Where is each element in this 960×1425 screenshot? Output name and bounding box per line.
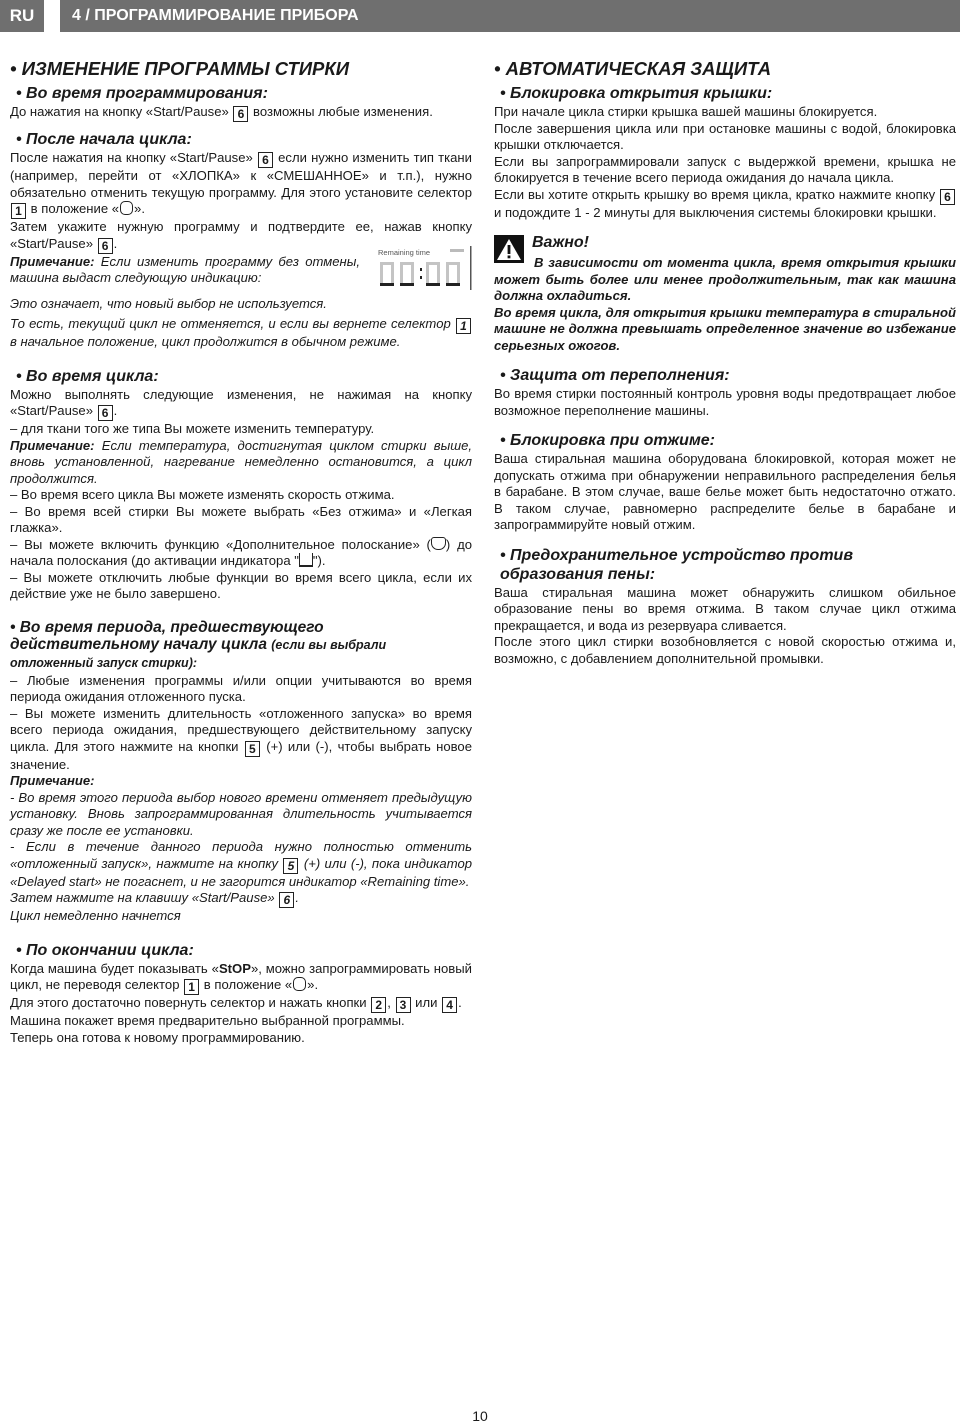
- subheading-foam-protection: • Предохранительное устройство против образования пены:: [500, 546, 853, 583]
- key-6: 6: [233, 106, 248, 122]
- paragraph-after-start: После нажатия на кнопку «Start/Pause» 6 если нужно изменить тип ткани (например, перейти от «ХЛОПКА» к «СМЕШАННОЕ» и т.п.), нужно обязательно отменить текущую программу. Для этого установите селектор 1 в положение « ».: [10, 150, 472, 218]
- paragraph-spin-lock: Ваша стиральная машина оборудована блокировкой, которая может не допускать отжима при обнаружении неправильного распределения белья в барабане. В этом случае, ваше белье может быть недостаточно отжато. В таком случае, равномерно распределите белье в барабане и запрограммируйте новый отжим.: [494, 451, 956, 532]
- key-4: 4: [442, 997, 457, 1013]
- important-title: Важно!: [532, 234, 589, 251]
- section-heading-auto-protection: • АВТОМАТИЧЕСКАЯ ЗАЩИТА: [494, 58, 772, 79]
- key-1: 1: [184, 979, 199, 995]
- note-delay-new-time: - Во время этого периода выбор нового времени отменяет предыдущую установку. Вновь запрограммированная длительность учитывается сразу же после ее установки.: [10, 789, 472, 838]
- key-6: 6: [98, 238, 113, 254]
- paragraph-foam-1: Ваша стиральная машина может обнаружить слишком обильное образование пены во время отжима. В таком случае цикл отжима прекращается, и вода из резервуара сливается.: [494, 584, 956, 633]
- key-1: 1: [11, 203, 26, 219]
- note-delay-cancel: - Если в течение данного периода нужно полностью отменить «отложенный запуск», нажмите на кнопку 5 (+) или (-), пока индикатор «Delayed start» не погаснет, и не загорится индикатор «Remaining time».: [10, 839, 473, 889]
- key-1: 1: [456, 318, 471, 334]
- subheading-during-programming: • Во время программирования:: [16, 85, 268, 102]
- paragraph-end-buttons: Для этого достаточно повернуть селектор и нажать кнопки 2 , 3 или 4 .: [10, 995, 462, 1012]
- subheading-end-cycle: • По окончании цикла:: [16, 941, 194, 959]
- important-text-2: Во время цикла, для открытия крышки температура в стиральной машине не должна превышать определенное значение во избежание серьезных ожогов.: [494, 304, 956, 353]
- note-delay-press-start: Затем нажмите на клавишу «Start/Pause» 6 .: [10, 890, 299, 907]
- paragraph-end-time: Машина покажет время предварительно выбранной программы.: [10, 1013, 405, 1028]
- right-column: [494, 58, 956, 667]
- paragraph-cycle-disable: – Вы можете отключить любые функции во время всего цикла, если их действие уже не было завершено.: [10, 569, 472, 601]
- key-6: 6: [258, 152, 273, 168]
- paragraph-lid-1: При начале цикла стирки крышка вашей машины блокируется.: [494, 104, 878, 119]
- warning-icon: [494, 235, 524, 263]
- paragraph-foam-2: После этого цикл стирки возобновляется с новой скоростью отжима и, возможно, с добавлением дополнительной промывки.: [494, 634, 956, 666]
- paragraph-not-used: Это означает, что новый выбор не используется.: [10, 295, 327, 311]
- note-temperature: Примечание: Если температура, достигнутая циклом стирки выше, вновь установленной, нагревание немедленно остановится, а цикл продолжится.: [10, 437, 473, 486]
- paragraph-lid-3: Если вы запрограммировали запуск с выдержкой времени, крышка не блокируется в течение всего периода ожидания до начала цикла.: [494, 153, 956, 185]
- key-5: 5: [245, 741, 260, 757]
- language-badge: RU: [0, 0, 44, 32]
- key-6: 6: [940, 189, 955, 205]
- remaining-time-display-icon: [376, 246, 476, 294]
- paragraph-end-ready: Теперь она готова к новому программированию.: [10, 1029, 305, 1045]
- paragraph-cycle-continues: То есть, текущий цикл не отменяется, и если вы вернете селектор 1 в начальное положение, цикл продолжится в обычном режиме.: [10, 316, 472, 351]
- key-6: 6: [98, 405, 113, 421]
- paragraph-before-options: – Любые изменения программы и/или опции учитываются во время периода ожидания отложенного пуска.: [10, 672, 472, 704]
- off-position-icon: [293, 977, 306, 991]
- note-program-change: Примечание: Если изменить программу без отмены, машина выдаст следующую индикацию:: [10, 253, 360, 285]
- extra-rinse-icon: [431, 537, 446, 550]
- subheading-overflow: • Защита от переполнения:: [500, 367, 730, 384]
- paragraph-lid-4: Если вы хотите открыть крышку во время цикла, кратко нажмите кнопку 6 и подождите 1 - 2 минуты для выключения системы блокировки крышки.: [494, 187, 956, 222]
- subheading-before-start: • Во время периода, предшествующего действительному началу цикла (если вы выбрали отложенный запуск стирки):: [10, 618, 387, 670]
- paragraph-lid-2: После завершения цикла или при остановке машины с водой, блокировка крышки отключается.: [494, 120, 956, 152]
- subheading-during-cycle: • Во время цикла:: [16, 367, 159, 385]
- section-heading-change-program: • ИЗМЕНЕНИЕ ПРОГРАММЫ СТИРКИ: [10, 58, 350, 79]
- paragraph-during-programming: До нажатия на кнопку «Start/Pause» 6 возможны любые изменения.: [10, 104, 433, 121]
- paragraph-end-stop: Когда машина будет показывать «StOP», можно запрограммировать новый цикл, не переводя селектор 1 в положение « ».: [10, 960, 472, 994]
- subheading-spin-lock: • Блокировка при отжиме:: [500, 432, 715, 449]
- key-6: 6: [279, 892, 294, 908]
- paragraph-overflow: Во время стирки постоянный контроль уровня воды предотвращает любое возможное переполнение машины.: [494, 386, 956, 418]
- left-column: [10, 58, 472, 1046]
- paragraph-cycle-extra-rinse: – Вы можете включить функцию «Дополнительное полоскание» ( ) до начала полоскания (до активации индикатора " ").: [10, 536, 473, 568]
- paragraph-cycle-spin-speed: – Во время всего цикла Вы можете изменять скорость отжима.: [10, 487, 395, 502]
- note-label-delay: Примечание:: [10, 773, 95, 788]
- note-delay-cycle-starts: Цикл немедленно начнется: [10, 908, 181, 923]
- svg-text:Remaining time: Remaining time: [378, 247, 431, 257]
- rinse-indicator-icon: [299, 553, 313, 567]
- paragraph-cycle-changes: Можно выполнять следующие изменения, не нажимая на кнопку «Start/Pause» 6 .: [10, 386, 472, 420]
- key-5: 5: [283, 858, 298, 874]
- key-3: 3: [396, 997, 411, 1013]
- page-header: [0, 0, 960, 32]
- chapter-title: 4 / ПРОГРАММИРОВАНИЕ ПРИБОРА: [60, 0, 960, 32]
- note-remaining-indicator: [10, 247, 472, 296]
- paragraph-before-duration: – Вы можете изменить длительность «отложенного запуска» во время всего периода ожидания, предшествующего действительному запуску цикла. Для этого нажмите на кнопки 5 (+) или (-), чтобы выбрать новое значение.: [10, 705, 473, 772]
- page-number: 10: [472, 1408, 488, 1424]
- paragraph-cycle-temperature: – для ткани того же типа Вы можете изменить температуру.: [10, 421, 375, 436]
- off-position-icon: [120, 201, 133, 215]
- important-text-1: В зависимости от момента цикла, время открытия крышки может быть более или менее продолжительным, так как машина должна охладиться.: [494, 255, 956, 303]
- key-2: 2: [371, 997, 386, 1013]
- paragraph-cycle-no-spin: – Во время всей стирки Вы можете выбрать «Без отжима» и «Легкая глажка».: [10, 503, 472, 535]
- subheading-after-start: • После начала цикла:: [16, 131, 192, 148]
- subheading-lid-lock: • Блокировка открытия крышки:: [500, 85, 773, 102]
- paragraph-confirm-program: Затем укажите нужную программу и подтвердите ее, нажав кнопку «Start/Pause» 6 .: [10, 219, 472, 253]
